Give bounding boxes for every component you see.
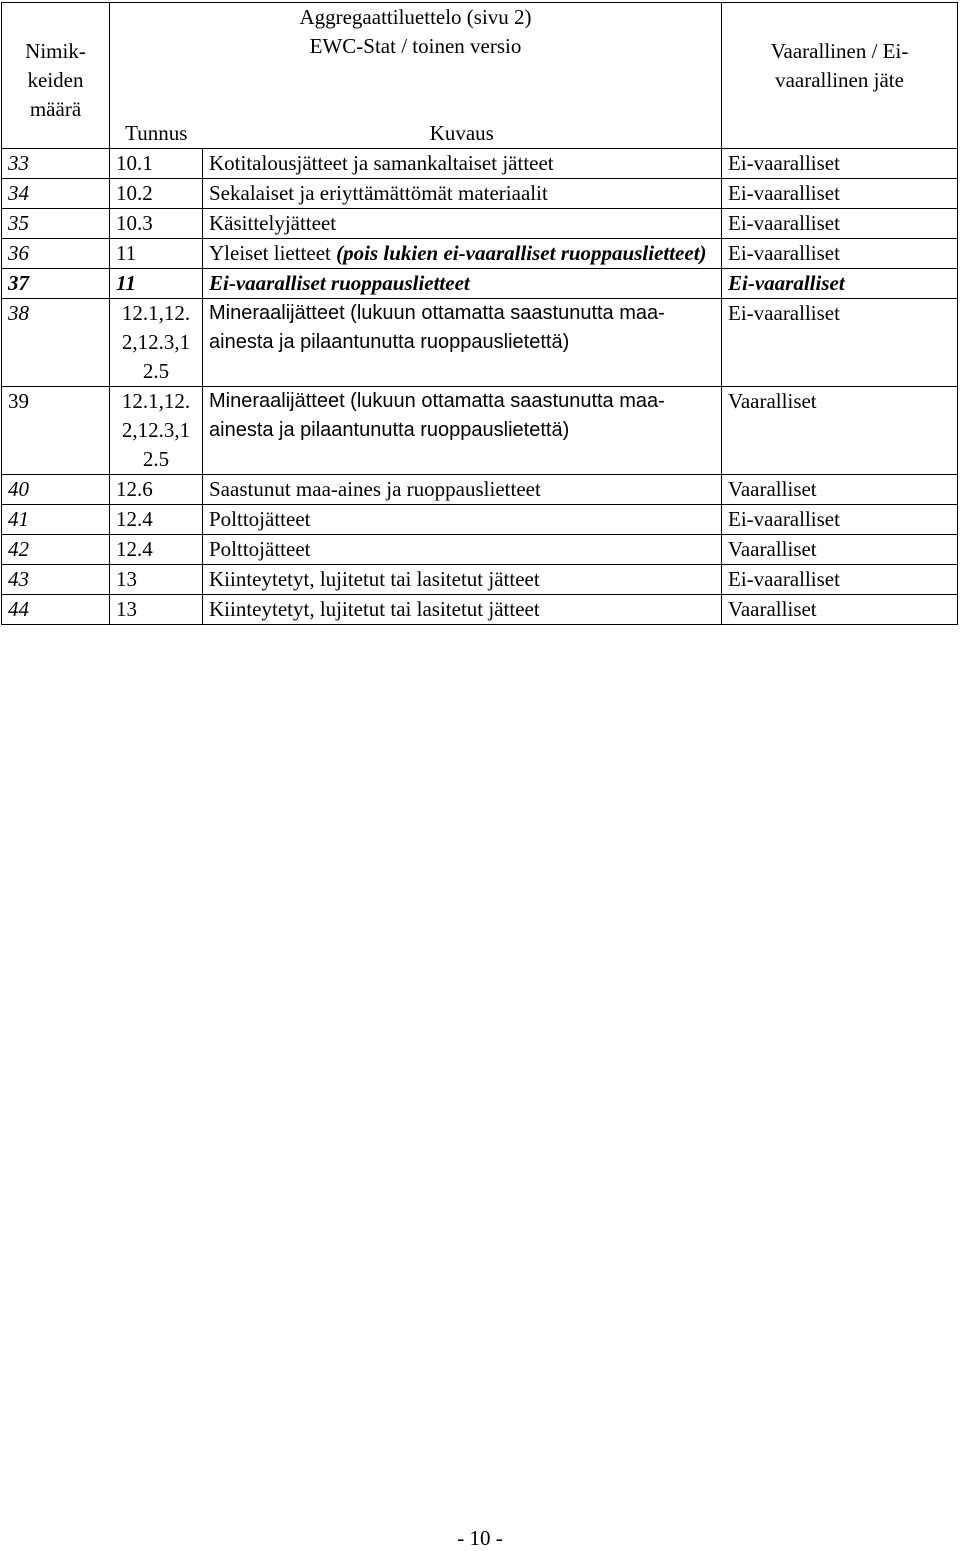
row-code: 12.4 <box>110 535 203 565</box>
table-title: Aggregaattiluettelo (sivu 2) <box>299 5 532 29</box>
row-hazard: Ei-vaaralliset <box>722 239 958 269</box>
row-count: 37 <box>2 269 110 299</box>
row-description: Kiinteytetyt, lujitetut tai lasitetut jätteet <box>203 565 722 595</box>
row-description: Polttojätteet <box>203 505 722 535</box>
description-header: Kuvaus <box>203 119 722 149</box>
table-subtitle: EWC-Stat / toinen versio <box>309 34 522 58</box>
table-row <box>2 179 958 209</box>
table-row <box>2 239 958 269</box>
row-hazard: Vaaralliset <box>722 595 958 625</box>
row-code: 11 <box>110 269 203 299</box>
row-code: 11 <box>110 239 203 269</box>
row-hazard: Ei-vaaralliset <box>722 149 958 179</box>
row-hazard: Ei-vaaralliset <box>722 269 958 299</box>
row-count: 36 <box>2 239 110 269</box>
row-description: Polttojätteet <box>203 535 722 565</box>
row-code: 10.1 <box>110 149 203 179</box>
row-description-emphasis: (pois lukien ei-vaaralliset ruoppauslietteet) <box>336 241 707 265</box>
hazard-header: Vaarallinen / Ei-vaarallinen jäte <box>722 3 958 149</box>
code-header: Tunnus <box>110 119 203 149</box>
table-row <box>2 505 958 535</box>
row-description-plain: Yleiset lietteet <box>209 241 331 265</box>
row-code: 10.3 <box>110 209 203 239</box>
row-description: Saastunut maa-aines ja ruoppauslietteet <box>203 475 722 505</box>
row-count: 35 <box>2 209 110 239</box>
row-count: 39 <box>2 387 110 475</box>
row-hazard: Ei-vaaralliset <box>722 505 958 535</box>
table-row <box>2 475 958 505</box>
row-count: 38 <box>2 299 110 387</box>
row-code: 12.1,12.2,12.3,12.5 <box>110 299 203 387</box>
row-code: 10.2 <box>110 179 203 209</box>
table-row <box>2 387 958 475</box>
row-code: 12.4 <box>110 505 203 535</box>
row-code: 12.1,12.2,12.3,12.5 <box>110 387 203 475</box>
table-row <box>2 209 958 239</box>
row-hazard: Ei-vaaralliset <box>722 179 958 209</box>
row-hazard: Ei-vaaralliset <box>722 299 958 387</box>
table-row <box>2 269 958 299</box>
title-cell <box>110 3 722 120</box>
row-hazard: Vaaralliset <box>722 535 958 565</box>
row-description: Mineraalijätteet (lukuun ottamatta saastunutta maa-ainesta ja pilaantunutta ruoppauslietettä) <box>203 299 722 387</box>
row-description: Kotitalousjätteet ja samankaltaiset jätteet <box>203 149 722 179</box>
row-count: 40 <box>2 475 110 505</box>
row-description: Ei-vaaralliset ruoppauslietteet <box>203 269 722 299</box>
row-description: Käsittelyjätteet <box>203 209 722 239</box>
table-row <box>2 565 958 595</box>
table-row <box>2 535 958 565</box>
row-count: 44 <box>2 595 110 625</box>
row-description: Sekalaiset ja eriyttämättömät materiaalit <box>203 179 722 209</box>
row-hazard: Ei-vaaralliset <box>722 565 958 595</box>
row-description: Mineraalijätteet (lukuun ottamatta saastunutta maa-ainesta ja pilaantunutta ruoppauslietettä) <box>203 387 722 475</box>
row-code: 13 <box>110 565 203 595</box>
row-count: 41 <box>2 505 110 535</box>
page-number: - 10 - <box>457 1526 503 1550</box>
row-code: 13 <box>110 595 203 625</box>
aggregate-list-table <box>1 2 958 625</box>
row-count: 43 <box>2 565 110 595</box>
table-row <box>2 299 958 387</box>
table-row <box>2 149 958 179</box>
row-count: 34 <box>2 179 110 209</box>
table-row <box>2 595 958 625</box>
row-hazard: Ei-vaaralliset <box>722 209 958 239</box>
row-count: 33 <box>2 149 110 179</box>
row-description <box>203 239 722 269</box>
row-count: 42 <box>2 535 110 565</box>
row-hazard: Vaaralliset <box>722 387 958 475</box>
row-hazard: Vaaralliset <box>722 475 958 505</box>
row-description: Kiinteytetyt, lujitetut tai lasitetut jätteet <box>203 595 722 625</box>
count-header: Nimik-keiden määrä <box>2 3 110 149</box>
table-header-row <box>2 3 958 120</box>
row-code: 12.6 <box>110 475 203 505</box>
